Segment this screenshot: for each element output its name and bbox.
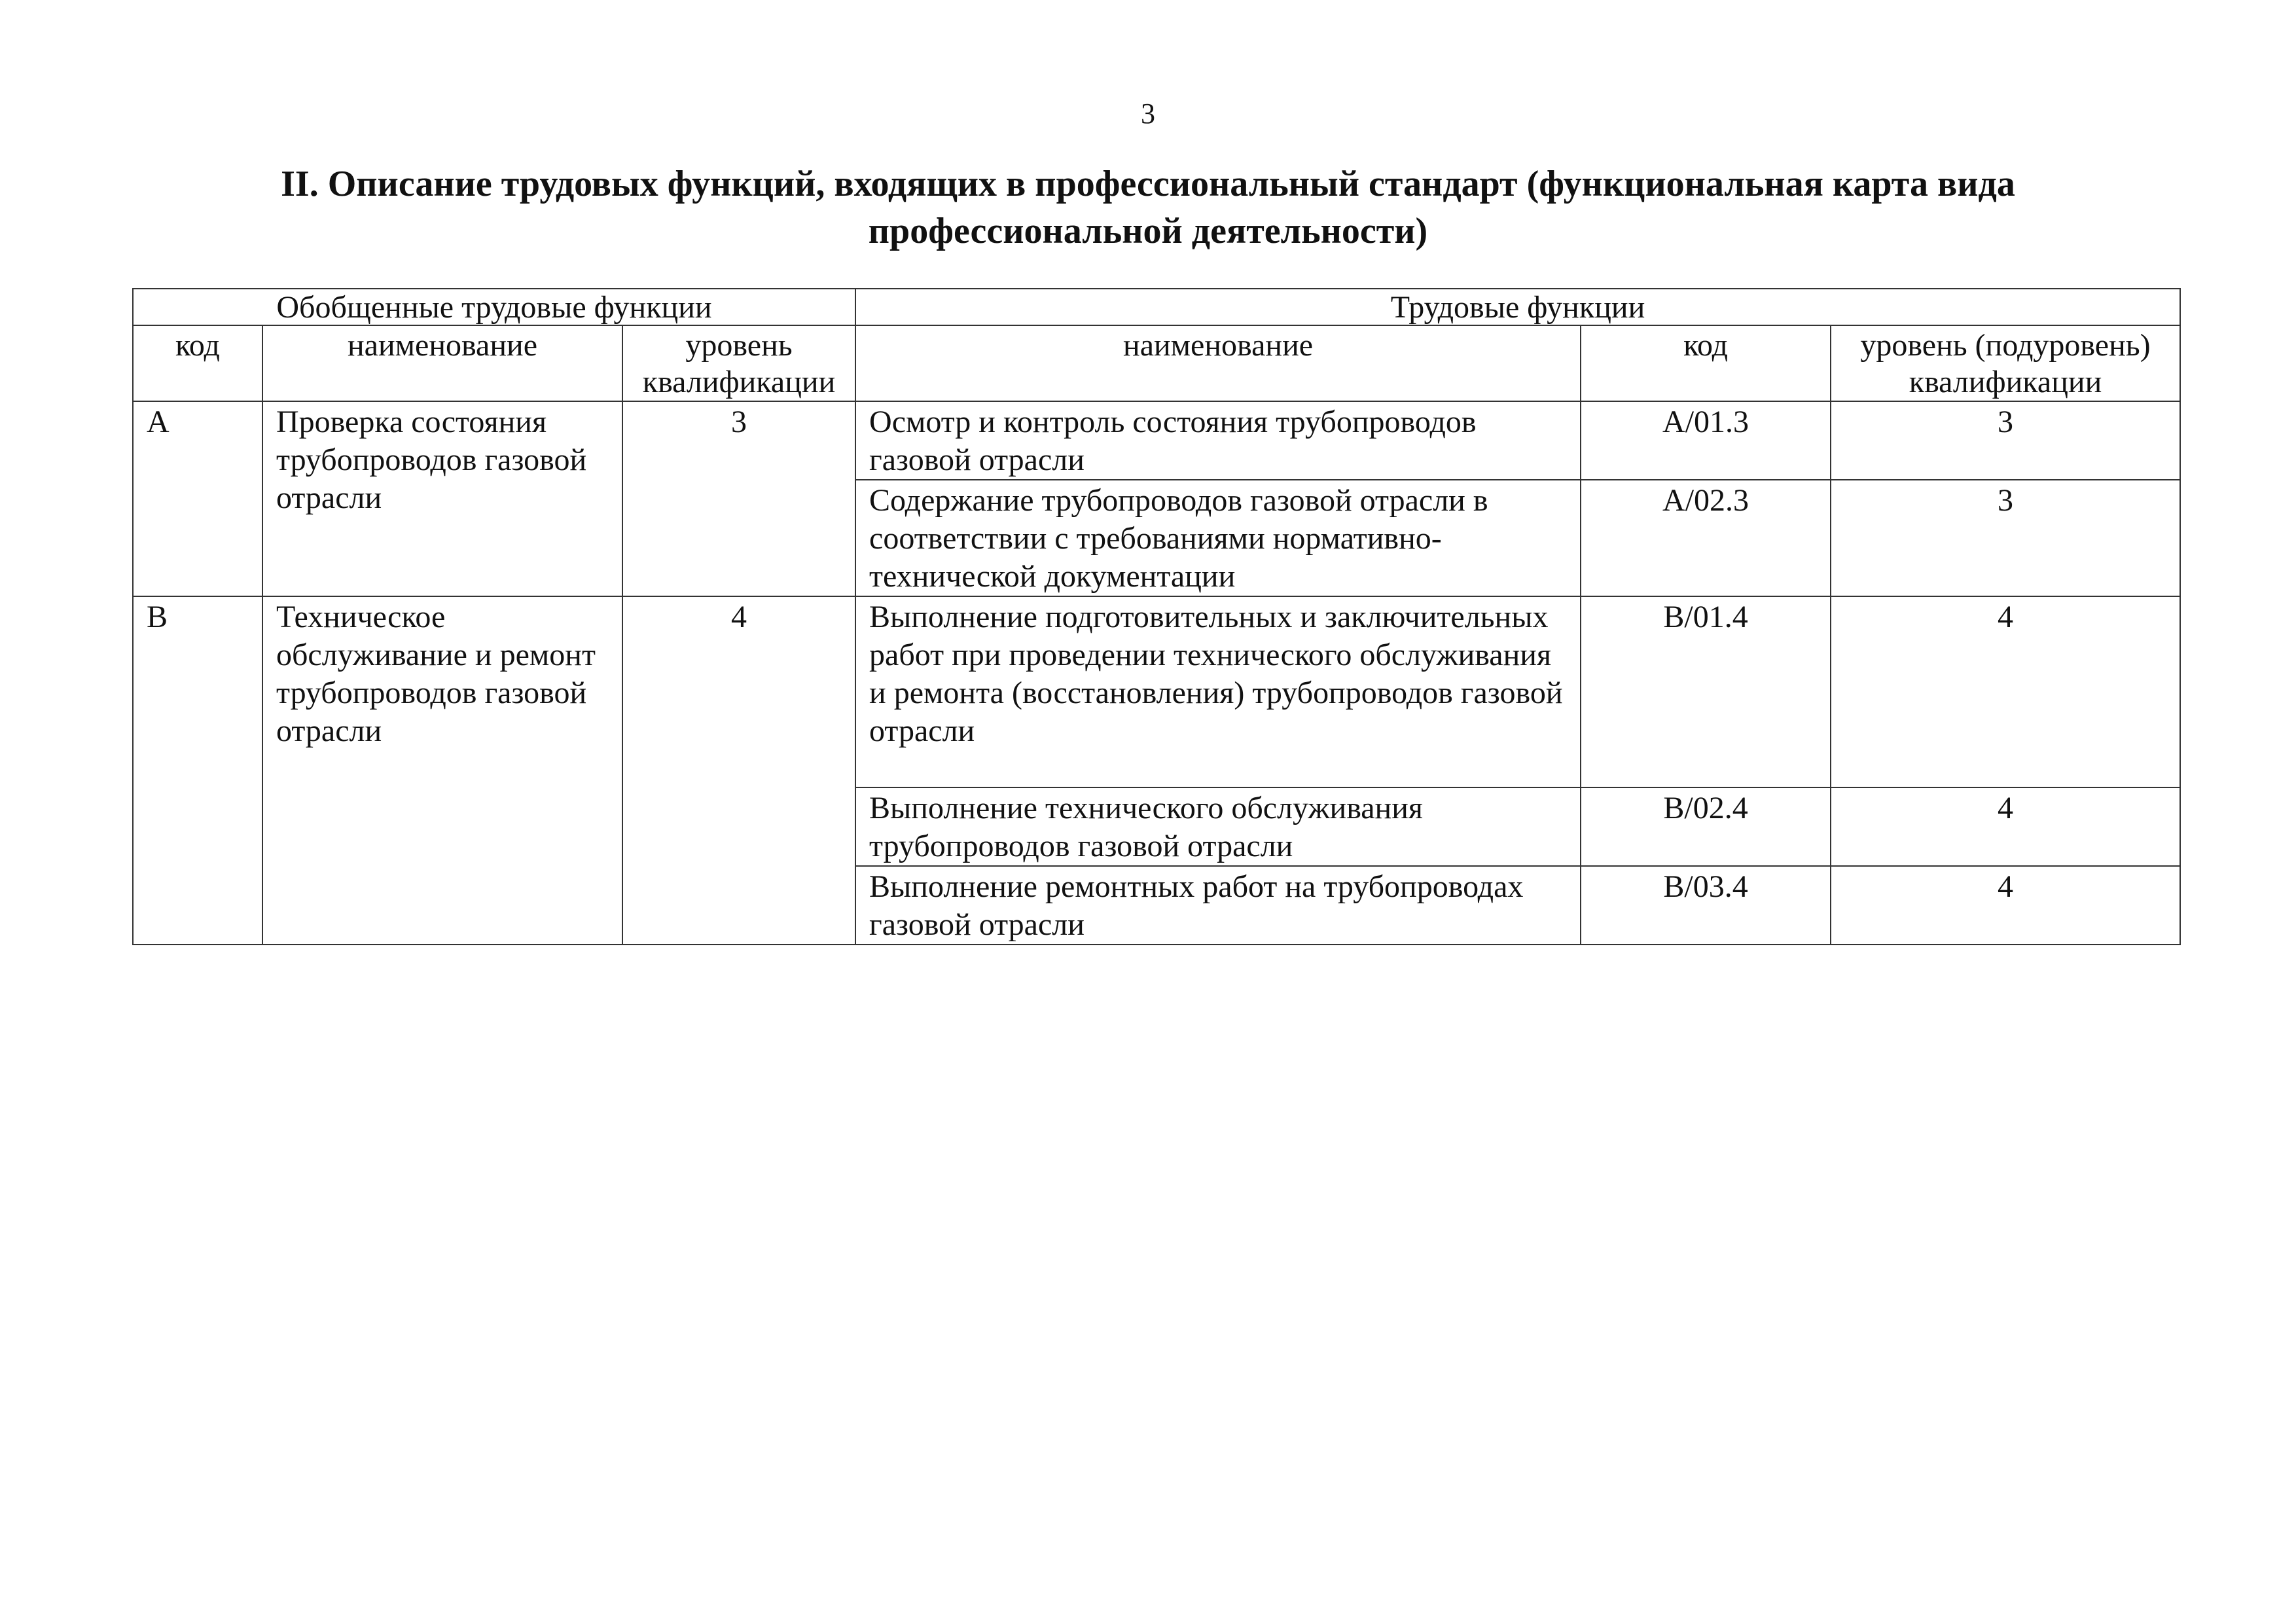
lab-code-cell: B/01.4	[1581, 596, 1831, 787]
table-row	[133, 401, 2180, 480]
gen-level-header: уровень квалификации	[622, 325, 855, 401]
section-title-line-2: профессиональной деятельности)	[868, 211, 1428, 251]
lab-name-cell: Выполнение подготовительных и заключительных работ при проведении технического обслуживания и ремонта (восстановления) трубопроводов газовой отрасли	[855, 596, 1581, 787]
gen-name-cell: Техническое обслуживание и ремонт трубопроводов газовой отрасли	[262, 596, 622, 945]
lab-code-cell: B/02.4	[1581, 787, 1831, 866]
lab-code-header: код	[1581, 325, 1831, 401]
gen-code-header: код	[133, 325, 262, 401]
lab-name-cell: Содержание трубопроводов газовой отрасли в соответствии с требованиями нормативно-технической документации	[855, 480, 1581, 596]
gen-name-cell: Проверка состояния трубопроводов газовой отрасли	[262, 401, 622, 596]
lab-code-cell: A/02.3	[1581, 480, 1831, 596]
lab-level-cell: 3	[1831, 401, 2180, 480]
group-header-row	[133, 289, 2180, 325]
gen-level-cell: 4	[622, 596, 855, 945]
generalized-functions-header: Обобщенные трудовые функции	[133, 289, 855, 325]
gen-code-cell: A	[133, 401, 262, 596]
lab-name-cell: Осмотр и контроль состояния трубопроводов газовой отрасли	[855, 401, 1581, 480]
lab-code-cell: B/03.4	[1581, 866, 1831, 945]
functional-map-table	[132, 288, 2181, 945]
lab-level-cell: 3	[1831, 480, 2180, 596]
lab-level-cell: 4	[1831, 596, 2180, 787]
labor-functions-header: Трудовые функции	[855, 289, 2180, 325]
section-title	[196, 160, 2100, 255]
table-row	[133, 596, 2180, 787]
lab-level-header: уровень (подуровень) квалификации	[1831, 325, 2180, 401]
gen-level-cell: 3	[622, 401, 855, 596]
lab-level-cell: 4	[1831, 787, 2180, 866]
lab-level-cell: 4	[1831, 866, 2180, 945]
gen-name-header: наименование	[262, 325, 622, 401]
lab-code-cell: A/01.3	[1581, 401, 1831, 480]
lab-name-header: наименование	[855, 325, 1581, 401]
lab-name-cell: Выполнение ремонтных работ на трубопроводах газовой отрасли	[855, 866, 1581, 945]
gen-code-cell: B	[133, 596, 262, 945]
column-header-row	[133, 325, 2180, 401]
lab-name-cell: Выполнение технического обслуживания трубопроводов газовой отрасли	[855, 787, 1581, 866]
page-number: 3	[1141, 98, 1155, 130]
section-title-line-1: II. Описание трудовых функций, входящих в профессиональный стандарт (функциональная карта вида	[281, 164, 2015, 204]
